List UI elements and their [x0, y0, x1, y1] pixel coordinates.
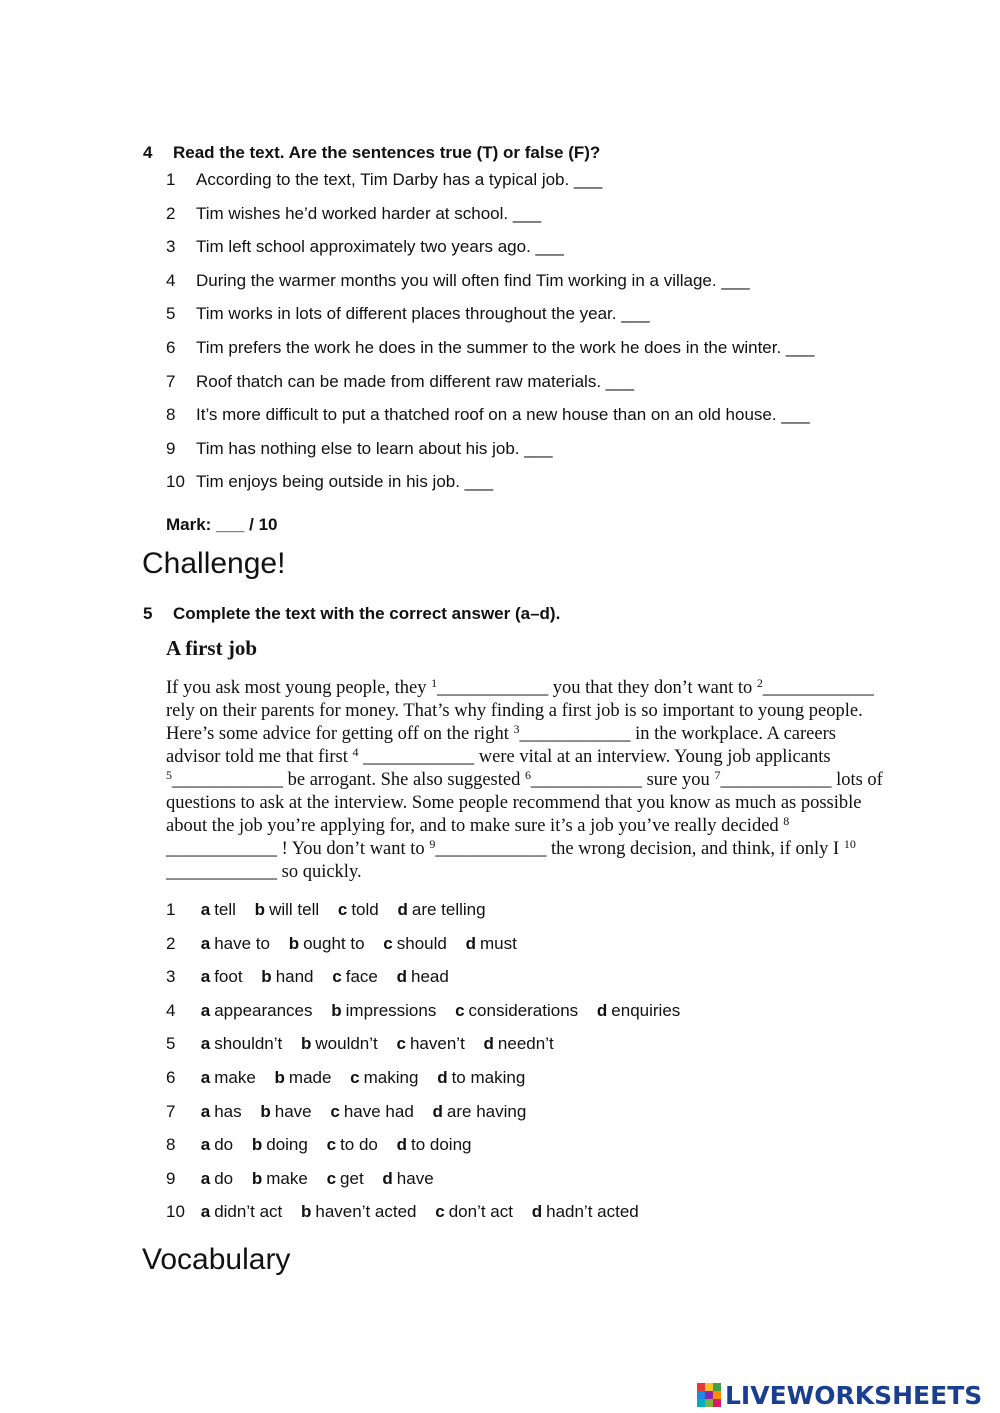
- option-text: ought to: [303, 933, 365, 953]
- gap-number: 4: [352, 745, 359, 759]
- exercise-4-heading: [143, 143, 600, 163]
- passage-line: [166, 723, 956, 746]
- option-b[interactable]: [261, 967, 313, 986]
- option-b[interactable]: [301, 1034, 378, 1053]
- item-text[interactable]: Tim enjoys being outside in his job. ___: [196, 472, 494, 492]
- option-c[interactable]: [350, 1068, 418, 1087]
- option-text: don’t act: [448, 1202, 513, 1222]
- option-b[interactable]: [260, 1102, 311, 1121]
- option-letter: d: [396, 967, 407, 987]
- list-item: [166, 439, 814, 473]
- passage-line: [166, 815, 956, 838]
- option-letter: a: [200, 1101, 211, 1121]
- option-text: impressions: [345, 1000, 437, 1020]
- passage-text: about the job you’re applying for, and to make sure it’s a job you’ve really decided: [166, 816, 784, 836]
- option-letter: a: [200, 967, 211, 987]
- option-letter: b: [254, 900, 266, 919]
- gap-number: 7: [714, 768, 721, 782]
- passage-line[interactable]: ____________ so quickly.: [166, 862, 362, 882]
- passage-text: Here’s some advice for getting off on the right: [166, 724, 514, 744]
- option-text: told: [351, 900, 379, 919]
- option-c[interactable]: [455, 1001, 578, 1020]
- option-letter: b: [260, 1101, 271, 1121]
- list-item: [166, 1034, 694, 1068]
- option-letter: c: [326, 1135, 337, 1155]
- option-c[interactable]: [327, 1169, 364, 1188]
- option-letter: b: [301, 1034, 312, 1054]
- option-text: have to: [214, 933, 270, 953]
- option-c[interactable]: [338, 900, 379, 919]
- passage-line: rely on their parents for money. That’s why finding a first job is so important to young people.: [166, 701, 863, 721]
- gap-fill-passage: [166, 677, 956, 884]
- option-text: enquiries: [611, 1000, 681, 1020]
- passage-line: [166, 838, 956, 861]
- list-item: [166, 372, 814, 406]
- item-number: 8: [166, 405, 176, 425]
- option-text: head: [410, 967, 449, 987]
- gap-number: 8: [783, 814, 790, 828]
- option-d[interactable]: [382, 1169, 433, 1188]
- liveworksheets-logo[interactable]: [697, 1378, 982, 1412]
- item-text[interactable]: Tim has nothing else to learn about his job. ___: [196, 438, 553, 458]
- logo-mark-icon: [697, 1383, 723, 1407]
- option-d[interactable]: [397, 967, 449, 986]
- option-text: to do: [340, 1135, 378, 1155]
- option-letter: b: [300, 1202, 312, 1222]
- gap-number: 3: [513, 722, 520, 736]
- list-item: [166, 1102, 694, 1136]
- option-d[interactable]: [437, 1068, 525, 1087]
- option-c[interactable]: [397, 1034, 465, 1053]
- option-letter: b: [288, 933, 300, 953]
- option-letter: b: [251, 1168, 263, 1188]
- item-text[interactable]: Tim works in lots of different places throughout the year. ___: [196, 304, 650, 324]
- item-number: 10: [166, 472, 185, 492]
- list-item: [166, 934, 694, 968]
- option-letter: d: [396, 1135, 407, 1155]
- option-text: shouldn’t: [214, 1034, 283, 1054]
- option-a[interactable]: [201, 1202, 283, 1221]
- option-letter: a: [200, 1067, 211, 1087]
- option-text: making: [363, 1067, 419, 1087]
- option-letter: a: [200, 900, 211, 919]
- option-letter: d: [465, 933, 476, 953]
- option-text: are telling: [411, 900, 486, 919]
- passage-text[interactable]: ____________ the wrong decision, and think, if only I: [435, 839, 844, 859]
- option-letter: d: [432, 1101, 443, 1121]
- list-item: [166, 1068, 694, 1102]
- true-false-list: [166, 170, 814, 506]
- list-item: [166, 1135, 694, 1169]
- option-d[interactable]: [532, 1202, 639, 1221]
- list-item: [166, 271, 814, 305]
- list-item: [166, 338, 814, 372]
- list-item: [166, 304, 814, 338]
- option-text: has: [214, 1101, 242, 1121]
- option-text: face: [345, 967, 378, 987]
- option-letter: c: [396, 1034, 406, 1054]
- option-text: have: [396, 1168, 434, 1188]
- answer-gap[interactable]: ____________: [762, 678, 874, 698]
- option-letter: a: [200, 1034, 211, 1054]
- passage-text[interactable]: ____________ ! You don’t want to: [166, 839, 430, 859]
- passage-text[interactable]: ____________ sure you: [530, 770, 715, 790]
- option-a[interactable]: [201, 900, 236, 919]
- logo-tile: [705, 1383, 713, 1391]
- option-letter: b: [331, 1000, 342, 1020]
- option-letter: b: [274, 1067, 285, 1087]
- challenge-title: Challenge!: [142, 547, 286, 580]
- item-number: 7: [166, 1101, 176, 1121]
- option-d[interactable]: [466, 934, 517, 953]
- list-item: [166, 1202, 694, 1236]
- gap-number: 10: [843, 837, 856, 851]
- option-text: make: [214, 1067, 256, 1087]
- logo-tile: [713, 1399, 721, 1407]
- option-text: to doing: [411, 1135, 472, 1155]
- item-number: 6: [166, 1067, 176, 1087]
- item-number: 7: [166, 371, 176, 391]
- option-text: will tell: [269, 900, 320, 919]
- passage-text[interactable]: ____________ you that they don’t want to: [437, 678, 757, 698]
- passage-line: [166, 677, 956, 700]
- logo-tile: [697, 1399, 705, 1407]
- option-text: to making: [451, 1067, 526, 1087]
- list-item: [166, 967, 694, 1001]
- gap-number: 6: [524, 768, 531, 782]
- gap-number: 1: [431, 676, 438, 690]
- option-b[interactable]: [252, 1169, 308, 1188]
- option-letter: c: [383, 933, 393, 953]
- gap-number: 5: [166, 768, 172, 782]
- option-a[interactable]: [201, 1034, 283, 1053]
- option-text: make: [266, 1168, 308, 1188]
- passage-text: If you ask most young people, they: [166, 678, 432, 698]
- option-text: made: [288, 1067, 332, 1087]
- passage-line: [166, 746, 956, 769]
- option-text: have: [274, 1101, 312, 1121]
- option-letter: c: [330, 1101, 340, 1121]
- option-d[interactable]: [433, 1102, 527, 1121]
- option-text: are having: [446, 1101, 527, 1121]
- passage-text: advisor told me that first: [166, 747, 353, 767]
- logo-tile: [705, 1391, 713, 1399]
- list-item: [166, 1169, 694, 1203]
- option-letter: c: [332, 967, 342, 987]
- option-a[interactable]: [201, 934, 270, 953]
- option-a[interactable]: [201, 1135, 233, 1154]
- passage-line: [166, 769, 956, 792]
- option-letter: a: [200, 933, 211, 953]
- item-number: 1: [166, 170, 176, 189]
- item-text[interactable]: During the warmer months you will often find Tim working in a village. ___: [196, 270, 750, 290]
- logo-tile: [697, 1383, 705, 1391]
- option-letter: c: [350, 1067, 360, 1087]
- item-number: 4: [166, 1000, 176, 1020]
- option-letter: c: [435, 1202, 445, 1222]
- logo-tile: [713, 1383, 721, 1391]
- item-text[interactable]: Tim wishes he’d worked harder at school. ___: [196, 203, 542, 223]
- option-d[interactable]: [597, 1001, 680, 1020]
- option-a[interactable]: [201, 1102, 242, 1121]
- option-a[interactable]: [201, 1001, 313, 1020]
- option-text: hadn’t acted: [546, 1202, 639, 1222]
- option-text: appearances: [214, 1000, 313, 1020]
- item-text[interactable]: According to the text, Tim Darby has a typical job. ___: [196, 170, 603, 189]
- option-text: get: [340, 1168, 364, 1188]
- item-number: 1: [166, 900, 176, 919]
- reading-text-title: A first job: [166, 636, 257, 660]
- option-text: should: [396, 933, 447, 953]
- item-number: 9: [166, 438, 176, 458]
- option-text: have had: [343, 1101, 414, 1121]
- logo-tile: [713, 1391, 721, 1399]
- item-number: 5: [166, 304, 176, 324]
- option-text: haven’t acted: [315, 1202, 417, 1222]
- multiple-choice-list: [166, 900, 694, 1236]
- option-text: needn’t: [497, 1034, 554, 1054]
- exercise-number: 5: [143, 604, 153, 623]
- mark-score: Mark: ___ / 10: [166, 515, 278, 534]
- list-item: [166, 237, 814, 271]
- option-letter: d: [531, 1202, 543, 1222]
- option-c[interactable]: [435, 1202, 513, 1221]
- option-a[interactable]: [201, 967, 243, 986]
- exercise-number: 4: [143, 143, 153, 162]
- item-text[interactable]: Tim left school approximately two years ago. ___: [196, 237, 564, 257]
- option-text: haven’t: [409, 1034, 465, 1054]
- option-b[interactable]: [331, 1001, 436, 1020]
- option-b[interactable]: [252, 1135, 308, 1154]
- passage-text[interactable]: ____________ were vital at an interview. Young job applicants: [358, 747, 831, 767]
- option-text: do: [214, 1168, 234, 1188]
- option-b[interactable]: [255, 900, 319, 919]
- list-item: [166, 170, 814, 204]
- exercise-instruction: Complete the text with the correct answer (a–d).: [173, 604, 561, 623]
- option-text: do: [214, 1135, 234, 1155]
- logo-tile: [697, 1391, 705, 1399]
- gap-number: 9: [429, 837, 436, 851]
- option-text: wouldn’t: [315, 1034, 378, 1054]
- item-number: 3: [166, 237, 176, 257]
- passage-text[interactable]: ____________ lots of: [720, 770, 883, 790]
- option-d[interactable]: [484, 1034, 554, 1053]
- option-c[interactable]: [383, 934, 447, 953]
- list-item: [166, 900, 694, 934]
- option-letter: b: [251, 1135, 263, 1155]
- option-text: foot: [214, 967, 243, 987]
- item-text[interactable]: Roof thatch can be made from different raw materials. ___: [196, 371, 635, 391]
- option-letter: c: [455, 1000, 465, 1020]
- option-letter: c: [326, 1168, 337, 1188]
- option-letter: c: [337, 900, 348, 919]
- passage-text[interactable]: ____________ be arrogant. She also suggested: [172, 770, 525, 790]
- item-number: 10: [166, 1202, 185, 1222]
- option-letter: a: [200, 1135, 211, 1155]
- item-number: 2: [166, 203, 176, 223]
- item-number: 5: [166, 1034, 176, 1054]
- list-item: [166, 472, 814, 506]
- option-letter: d: [382, 1168, 393, 1188]
- option-letter: d: [397, 900, 408, 919]
- gap-number: 2: [756, 676, 763, 690]
- passage-line: questions to ask at the interview. Some people recommend that you know as much as possible: [166, 793, 862, 813]
- option-d[interactable]: [397, 1135, 472, 1154]
- list-item: [166, 204, 814, 238]
- option-letter: d: [437, 1067, 448, 1087]
- option-b[interactable]: [289, 934, 365, 953]
- passage-text[interactable]: ____________ in the workplace. A careers: [519, 724, 836, 744]
- option-letter: d: [596, 1000, 608, 1020]
- option-letter: b: [261, 967, 272, 987]
- option-text: tell: [214, 900, 236, 919]
- option-letter: a: [200, 1202, 211, 1222]
- option-letter: a: [200, 1000, 211, 1020]
- item-text[interactable]: Tim prefers the work he does in the summer to the work he does in the winter. ___: [196, 337, 815, 357]
- list-item: [166, 405, 814, 439]
- logo-text: LIVEWORKSHEETS: [725, 1380, 983, 1410]
- item-number: 8: [166, 1135, 176, 1155]
- option-a[interactable]: [201, 1068, 256, 1087]
- item-text[interactable]: It’s more difficult to put a thatched roof on a new house than on an old house. ___: [196, 405, 810, 425]
- item-number: 4: [166, 270, 176, 290]
- option-d[interactable]: [397, 900, 485, 919]
- option-c[interactable]: [332, 967, 378, 986]
- vocabulary-title: Vocabulary: [142, 1243, 291, 1276]
- option-text: considerations: [468, 1000, 579, 1020]
- option-text: doing: [266, 1135, 308, 1155]
- exercise-5-heading: [143, 604, 560, 624]
- item-number: 9: [166, 1168, 176, 1188]
- option-a[interactable]: [201, 1169, 233, 1188]
- option-b[interactable]: [301, 1202, 417, 1221]
- logo-tile: [705, 1399, 713, 1407]
- item-number: 6: [166, 337, 176, 357]
- exercise-instruction: Read the text. Are the sentences true (T) or false (F)?: [173, 143, 601, 162]
- item-number: 2: [166, 933, 176, 953]
- option-c[interactable]: [330, 1102, 413, 1121]
- option-text: must: [479, 933, 517, 953]
- list-item: [166, 1001, 694, 1035]
- option-text: didn’t act: [214, 1202, 283, 1222]
- option-letter: d: [483, 1034, 494, 1054]
- option-text: hand: [275, 967, 314, 987]
- option-b[interactable]: [275, 1068, 332, 1087]
- item-number: 3: [166, 967, 176, 987]
- option-c[interactable]: [327, 1135, 378, 1154]
- option-letter: a: [200, 1168, 211, 1188]
